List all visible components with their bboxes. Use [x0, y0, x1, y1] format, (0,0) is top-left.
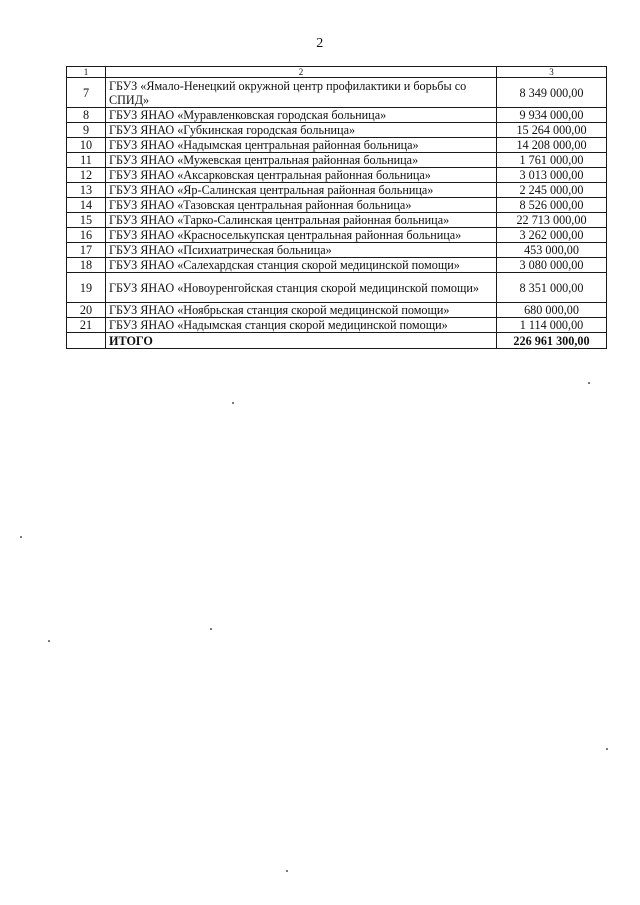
amount-cell: 680 000,00 — [497, 303, 607, 318]
total-empty-cell — [67, 333, 106, 349]
row-number: 19 — [67, 273, 106, 303]
row-number: 7 — [67, 78, 106, 108]
institution-name: ГБУЗ ЯНАО «Мужевская центральная районная больница» — [106, 153, 497, 168]
table-row — [67, 243, 607, 258]
amount-cell: 3 013 000,00 — [497, 168, 607, 183]
institution-name: ГБУЗ ЯНАО «Муравленковская городская больница» — [106, 108, 497, 123]
amount-cell: 2 245 000,00 — [497, 183, 607, 198]
table-row — [67, 168, 607, 183]
table-row — [67, 78, 607, 108]
total-label: ИТОГО — [106, 333, 497, 349]
scan-speck — [210, 628, 212, 630]
institution-name: ГБУЗ ЯНАО «Психиатрическая больница» — [106, 243, 497, 258]
institution-name: ГБУЗ «Ямало-Ненецкий окружной центр профилактики и борьбы со СПИД» — [106, 78, 497, 108]
total-row — [67, 333, 607, 349]
amount-cell: 453 000,00 — [497, 243, 607, 258]
table-row — [67, 228, 607, 243]
amount-cell: 14 208 000,00 — [497, 138, 607, 153]
total-amount: 226 961 300,00 — [497, 333, 607, 349]
page-number: 2 — [316, 36, 324, 51]
amount-cell: 9 934 000,00 — [497, 108, 607, 123]
row-number: 18 — [67, 258, 106, 273]
row-number: 20 — [67, 303, 106, 318]
table-row — [67, 123, 607, 138]
institution-name: ГБУЗ ЯНАО «Салехардская станция скорой медицинской помощи» — [106, 258, 497, 273]
amount-cell: 8 526 000,00 — [497, 198, 607, 213]
row-number: 13 — [67, 183, 106, 198]
allocation-table — [66, 66, 607, 349]
row-number: 14 — [67, 198, 106, 213]
table-row — [67, 273, 607, 303]
institution-name: ГБУЗ ЯНАО «Аксарковская центральная районная больница» — [106, 168, 497, 183]
scan-speck — [232, 402, 234, 404]
institution-name: ГБУЗ ЯНАО «Губкинская городская больница» — [106, 123, 497, 138]
amount-cell: 3 262 000,00 — [497, 228, 607, 243]
table-row — [67, 303, 607, 318]
institution-name: ГБУЗ ЯНАО «Надымская станция скорой медицинской помощи» — [106, 318, 497, 333]
institution-name: ГБУЗ ЯНАО «Надымская центральная районная больница» — [106, 138, 497, 153]
table-row — [67, 318, 607, 333]
column-number: 2 — [106, 67, 497, 78]
table-row — [67, 198, 607, 213]
amount-cell: 1 761 000,00 — [497, 153, 607, 168]
table-row — [67, 258, 607, 273]
table-row — [67, 213, 607, 228]
scan-speck — [48, 640, 50, 642]
institution-name: ГБУЗ ЯНАО «Красноселькупская центральная районная больница» — [106, 228, 497, 243]
scan-speck — [588, 382, 590, 384]
amount-cell: 8 351 000,00 — [497, 273, 607, 303]
column-number: 1 — [67, 67, 106, 78]
row-number: 12 — [67, 168, 106, 183]
amount-cell: 15 264 000,00 — [497, 123, 607, 138]
row-number: 9 — [67, 123, 106, 138]
row-number: 15 — [67, 213, 106, 228]
row-number: 10 — [67, 138, 106, 153]
row-number: 8 — [67, 108, 106, 123]
amount-cell: 8 349 000,00 — [497, 78, 607, 108]
scan-speck — [20, 536, 22, 538]
table-row — [67, 153, 607, 168]
scan-speck — [606, 748, 608, 750]
amount-cell: 1 114 000,00 — [497, 318, 607, 333]
table-row — [67, 183, 607, 198]
amount-cell: 22 713 000,00 — [497, 213, 607, 228]
table-row — [67, 108, 607, 123]
institution-name: ГБУЗ ЯНАО «Новоуренгойская станция скорой медицинской помощи» — [106, 273, 497, 303]
institution-name: ГБУЗ ЯНАО «Тазовская центральная районная больница» — [106, 198, 497, 213]
column-number: 3 — [497, 67, 607, 78]
row-number: 17 — [67, 243, 106, 258]
institution-name: ГБУЗ ЯНАО «Тарко-Салинская центральная районная больница» — [106, 213, 497, 228]
institution-name: ГБУЗ ЯНАО «Яр-Салинская центральная районная больница» — [106, 183, 497, 198]
scan-speck — [286, 870, 288, 872]
amount-cell: 3 080 000,00 — [497, 258, 607, 273]
row-number: 11 — [67, 153, 106, 168]
column-number-row — [67, 67, 607, 78]
table-row — [67, 138, 607, 153]
institution-name: ГБУЗ ЯНАО «Ноябрьская станция скорой медицинской помощи» — [106, 303, 497, 318]
row-number: 21 — [67, 318, 106, 333]
row-number: 16 — [67, 228, 106, 243]
